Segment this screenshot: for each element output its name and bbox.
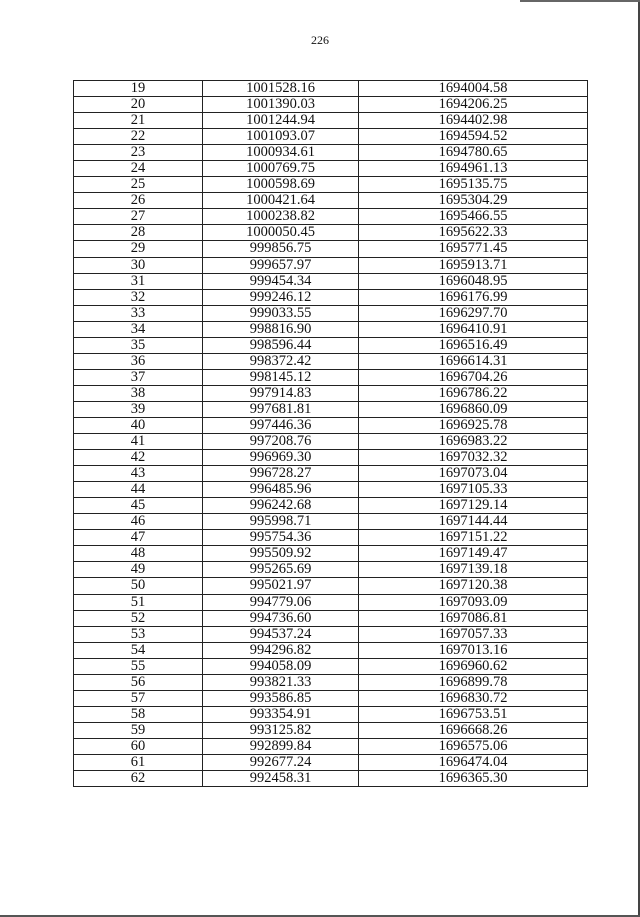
y-coordinate-cell: 1696786.22 [359, 385, 588, 401]
coordinate-table [73, 80, 588, 787]
y-coordinate-cell: 1695466.55 [359, 209, 588, 225]
y-coordinate-cell: 1696983.22 [359, 434, 588, 450]
y-coordinate-cell: 1697013.16 [359, 642, 588, 658]
x-coordinate-cell: 993586.85 [203, 690, 359, 706]
point-number-cell: 38 [74, 385, 203, 401]
point-number-cell: 44 [74, 482, 203, 498]
y-coordinate-cell: 1694780.65 [359, 145, 588, 161]
y-coordinate-cell: 1694206.25 [359, 97, 588, 113]
point-number-cell: 26 [74, 193, 203, 209]
table-row [74, 642, 588, 658]
x-coordinate-cell: 1001093.07 [203, 129, 359, 145]
point-number-cell: 21 [74, 113, 203, 129]
x-coordinate-cell: 994296.82 [203, 642, 359, 658]
point-number-cell: 55 [74, 658, 203, 674]
table-row [74, 289, 588, 305]
table-row [74, 706, 588, 722]
table-row [74, 369, 588, 385]
x-coordinate-cell: 999033.55 [203, 305, 359, 321]
y-coordinate-cell: 1697139.18 [359, 562, 588, 578]
x-coordinate-cell: 996969.30 [203, 450, 359, 466]
point-number-cell: 25 [74, 177, 203, 193]
y-coordinate-cell: 1696960.62 [359, 658, 588, 674]
table-row [74, 771, 588, 787]
point-number-cell: 62 [74, 771, 203, 787]
point-number-cell: 50 [74, 578, 203, 594]
table-row [74, 257, 588, 273]
point-number-cell: 59 [74, 722, 203, 738]
table-row [74, 337, 588, 353]
coordinate-table-body [74, 81, 588, 787]
y-coordinate-cell: 1694961.13 [359, 161, 588, 177]
table-row [74, 97, 588, 113]
point-number-cell: 35 [74, 337, 203, 353]
point-number-cell: 37 [74, 369, 203, 385]
y-coordinate-cell: 1695135.75 [359, 177, 588, 193]
y-coordinate-cell: 1697093.09 [359, 594, 588, 610]
x-coordinate-cell: 992458.31 [203, 771, 359, 787]
x-coordinate-cell: 999246.12 [203, 289, 359, 305]
x-coordinate-cell: 997446.36 [203, 417, 359, 433]
y-coordinate-cell: 1697144.44 [359, 514, 588, 530]
y-coordinate-cell: 1696668.26 [359, 722, 588, 738]
x-coordinate-cell: 998372.42 [203, 353, 359, 369]
table-row [74, 594, 588, 610]
x-coordinate-cell: 999657.97 [203, 257, 359, 273]
table-row [74, 754, 588, 770]
table-row [74, 417, 588, 433]
table-row [74, 498, 588, 514]
table-row [74, 450, 588, 466]
x-coordinate-cell: 995265.69 [203, 562, 359, 578]
x-coordinate-cell: 1000934.61 [203, 145, 359, 161]
x-coordinate-cell: 1000238.82 [203, 209, 359, 225]
y-coordinate-cell: 1696297.70 [359, 305, 588, 321]
x-coordinate-cell: 994736.60 [203, 610, 359, 626]
x-coordinate-cell: 1000050.45 [203, 225, 359, 241]
table-row [74, 434, 588, 450]
x-coordinate-cell: 997208.76 [203, 434, 359, 450]
table-row [74, 321, 588, 337]
table-row [74, 562, 588, 578]
table-row [74, 193, 588, 209]
y-coordinate-cell: 1696704.26 [359, 369, 588, 385]
y-coordinate-cell: 1697032.32 [359, 450, 588, 466]
x-coordinate-cell: 995998.71 [203, 514, 359, 530]
y-coordinate-cell: 1694004.58 [359, 81, 588, 97]
y-coordinate-cell: 1697120.38 [359, 578, 588, 594]
y-coordinate-cell: 1695913.71 [359, 257, 588, 273]
x-coordinate-cell: 999454.34 [203, 273, 359, 289]
x-coordinate-cell: 1000769.75 [203, 161, 359, 177]
x-coordinate-cell: 996728.27 [203, 466, 359, 482]
point-number-cell: 34 [74, 321, 203, 337]
table-row [74, 626, 588, 642]
x-coordinate-cell: 1001244.94 [203, 113, 359, 129]
table-row [74, 225, 588, 241]
table-row [74, 145, 588, 161]
point-number-cell: 24 [74, 161, 203, 177]
x-coordinate-cell: 995509.92 [203, 546, 359, 562]
point-number-cell: 23 [74, 145, 203, 161]
scan-edge-top [520, 0, 640, 2]
table-row [74, 482, 588, 498]
x-coordinate-cell: 996485.96 [203, 482, 359, 498]
point-number-cell: 31 [74, 273, 203, 289]
x-coordinate-cell: 998145.12 [203, 369, 359, 385]
x-coordinate-cell: 996242.68 [203, 498, 359, 514]
table-row [74, 209, 588, 225]
table-row [74, 385, 588, 401]
point-number-cell: 32 [74, 289, 203, 305]
y-coordinate-cell: 1695622.33 [359, 225, 588, 241]
point-number-cell: 29 [74, 241, 203, 257]
x-coordinate-cell: 1001390.03 [203, 97, 359, 113]
point-number-cell: 43 [74, 466, 203, 482]
x-coordinate-cell: 993821.33 [203, 674, 359, 690]
table-row [74, 530, 588, 546]
table-row [74, 401, 588, 417]
y-coordinate-cell: 1695304.29 [359, 193, 588, 209]
table-row [74, 305, 588, 321]
y-coordinate-cell: 1696753.51 [359, 706, 588, 722]
point-number-cell: 61 [74, 754, 203, 770]
x-coordinate-cell: 993354.91 [203, 706, 359, 722]
x-coordinate-cell: 1000421.64 [203, 193, 359, 209]
point-number-cell: 48 [74, 546, 203, 562]
y-coordinate-cell: 1694594.52 [359, 129, 588, 145]
point-number-cell: 46 [74, 514, 203, 530]
point-number-cell: 53 [74, 626, 203, 642]
point-number-cell: 30 [74, 257, 203, 273]
point-number-cell: 47 [74, 530, 203, 546]
point-number-cell: 41 [74, 434, 203, 450]
table-row [74, 514, 588, 530]
x-coordinate-cell: 998816.90 [203, 321, 359, 337]
y-coordinate-cell: 1696516.49 [359, 337, 588, 353]
point-number-cell: 54 [74, 642, 203, 658]
table-row [74, 81, 588, 97]
x-coordinate-cell: 995754.36 [203, 530, 359, 546]
x-coordinate-cell: 994058.09 [203, 658, 359, 674]
point-number-cell: 22 [74, 129, 203, 145]
y-coordinate-cell: 1694402.98 [359, 113, 588, 129]
table-row [74, 129, 588, 145]
y-coordinate-cell: 1696365.30 [359, 771, 588, 787]
table-row [74, 273, 588, 289]
x-coordinate-cell: 993125.82 [203, 722, 359, 738]
point-number-cell: 36 [74, 353, 203, 369]
table-row [74, 241, 588, 257]
point-number-cell: 56 [74, 674, 203, 690]
table-row [74, 690, 588, 706]
table-row [74, 546, 588, 562]
table-row [74, 610, 588, 626]
y-coordinate-cell: 1696474.04 [359, 754, 588, 770]
y-coordinate-cell: 1696410.91 [359, 321, 588, 337]
y-coordinate-cell: 1696860.09 [359, 401, 588, 417]
point-number-cell: 33 [74, 305, 203, 321]
y-coordinate-cell: 1696575.06 [359, 738, 588, 754]
x-coordinate-cell: 994537.24 [203, 626, 359, 642]
page-number: 226 [311, 33, 329, 47]
table-row [74, 674, 588, 690]
point-number-cell: 51 [74, 594, 203, 610]
y-coordinate-cell: 1696925.78 [359, 417, 588, 433]
point-number-cell: 49 [74, 562, 203, 578]
x-coordinate-cell: 997681.81 [203, 401, 359, 417]
y-coordinate-cell: 1696176.99 [359, 289, 588, 305]
point-number-cell: 27 [74, 209, 203, 225]
table-row [74, 658, 588, 674]
table-row [74, 113, 588, 129]
x-coordinate-cell: 1000598.69 [203, 177, 359, 193]
y-coordinate-cell: 1697149.47 [359, 546, 588, 562]
y-coordinate-cell: 1696614.31 [359, 353, 588, 369]
y-coordinate-cell: 1696899.78 [359, 674, 588, 690]
x-coordinate-cell: 997914.83 [203, 385, 359, 401]
table-row [74, 466, 588, 482]
point-number-cell: 42 [74, 450, 203, 466]
point-number-cell: 28 [74, 225, 203, 241]
table-row [74, 578, 588, 594]
table-row [74, 738, 588, 754]
x-coordinate-cell: 999856.75 [203, 241, 359, 257]
y-coordinate-cell: 1695771.45 [359, 241, 588, 257]
point-number-cell: 40 [74, 417, 203, 433]
table-row [74, 722, 588, 738]
y-coordinate-cell: 1696048.95 [359, 273, 588, 289]
point-number-cell: 58 [74, 706, 203, 722]
y-coordinate-cell: 1697057.33 [359, 626, 588, 642]
x-coordinate-cell: 994779.06 [203, 594, 359, 610]
point-number-cell: 52 [74, 610, 203, 626]
x-coordinate-cell: 992677.24 [203, 754, 359, 770]
table-row [74, 177, 588, 193]
y-coordinate-cell: 1697129.14 [359, 498, 588, 514]
point-number-cell: 45 [74, 498, 203, 514]
point-number-cell: 20 [74, 97, 203, 113]
point-number-cell: 19 [74, 81, 203, 97]
table-row [74, 353, 588, 369]
y-coordinate-cell: 1697086.81 [359, 610, 588, 626]
point-number-cell: 39 [74, 401, 203, 417]
x-coordinate-cell: 998596.44 [203, 337, 359, 353]
table-row [74, 161, 588, 177]
point-number-cell: 57 [74, 690, 203, 706]
x-coordinate-cell: 995021.97 [203, 578, 359, 594]
y-coordinate-cell: 1697105.33 [359, 482, 588, 498]
point-number-cell: 60 [74, 738, 203, 754]
y-coordinate-cell: 1697073.04 [359, 466, 588, 482]
x-coordinate-cell: 992899.84 [203, 738, 359, 754]
y-coordinate-cell: 1697151.22 [359, 530, 588, 546]
y-coordinate-cell: 1696830.72 [359, 690, 588, 706]
x-coordinate-cell: 1001528.16 [203, 81, 359, 97]
